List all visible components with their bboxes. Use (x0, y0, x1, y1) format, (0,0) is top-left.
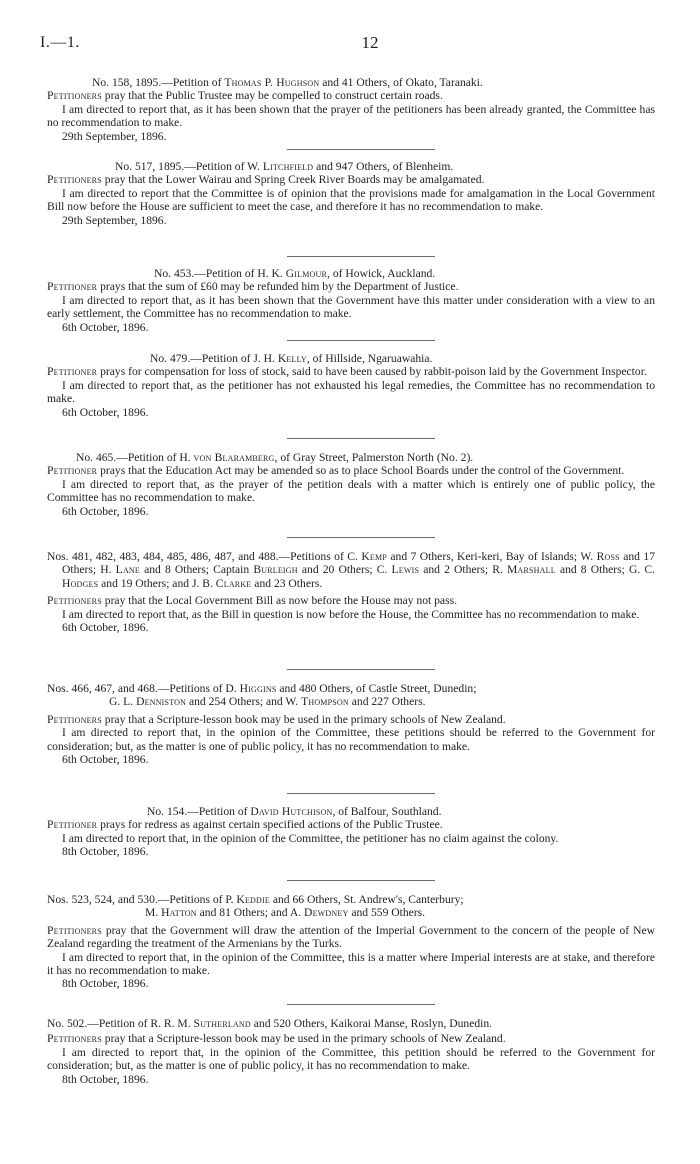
petition-prayer: Petitioners pray that the Local Government Bill as now before the House may not pass. (47, 594, 458, 608)
petition-entry (47, 893, 655, 991)
section-divider (287, 537, 435, 538)
petition-title: No. 465.—Petition of H. von Blaramberg, of Gray Street, Palmerston North (No. 2). (76, 451, 474, 464)
report-date: 8th October, 1896. (62, 1072, 149, 1086)
page-header (40, 33, 660, 62)
section-divider (287, 1004, 435, 1005)
petition-prayer: Petitioners pray that a Scripture-lesson book may be used in the primary schools of New Zealand. (47, 712, 506, 726)
petition-prayer: Petitioners pray that a Scripture-lesson book may be used in the primary schools of New Zealand. (47, 1032, 506, 1046)
section-divider (287, 793, 435, 794)
report-date: 6th October, 1896. (62, 405, 149, 419)
section-divider (287, 880, 435, 881)
report-date: 6th October, 1896. (62, 621, 149, 635)
petition-entry (47, 805, 655, 859)
report-date: 8th October, 1896. (62, 845, 149, 859)
committee-report: I am directed to report that, in the opinion of the Committee, the petitioner has no claim against the colony. (62, 831, 559, 845)
petition-entry (47, 451, 655, 518)
petition-title-continued: M. Hatton and 81 Others; and A. Dewdney and 559 Others. (145, 906, 426, 920)
petition-prayer: Petitioners pray that the Government will draw the attention of the Imperial Government to the concern of the people of New Zealand regarding the treatment of the Armenians by the Turks. (47, 923, 655, 951)
petition-prayer: Petitioners pray that the Public Trustee may be compelled to construct certain roads. (47, 89, 443, 103)
section-divider (287, 669, 435, 670)
section-divider (287, 340, 435, 341)
committee-report: I am directed to report that, as it has been shown that the prayer of the petitioners has been already granted, the Committee has no recommendation to make. (47, 102, 655, 130)
petition-title: No. 517, 1895.—Petition of W. Litchfield and 947 Others, of Blenheim. (115, 160, 454, 173)
petition-prayer: Petitioner prays for redress as against certain specified actions of the Public Trustee. (47, 818, 443, 832)
report-date: 29th September, 1896. (62, 213, 167, 227)
committee-report: I am directed to report that the Committee is of opinion that the provisions made for amalgamation in the Local Government Bill now before the House are sufficient to meet the case, and therefore it has no recommendation to make. (47, 186, 655, 214)
petition-entry (47, 550, 655, 634)
petition-title: No. 158, 1895.—Petition of Thomas P. Hughson and 41 Others, of Okato, Taranaki. (92, 76, 483, 89)
report-date: 6th October, 1896. (62, 753, 149, 767)
report-date: 6th October, 1896. (62, 504, 149, 518)
petition-title: No. 154.—Petition of David Hutchison, of Balfour, Southland. (147, 805, 442, 818)
petition-prayer: Petitioners pray that the Lower Wairau and Spring Creek River Boards may be amalgamated. (47, 173, 485, 187)
committee-report: I am directed to report that, in the opinion of the Committee, these petitions should be referred to the Government for consideration; but, as the matter is one of public policy, it has no recommendation to make. (47, 726, 655, 753)
page-number: 12 (361, 33, 379, 52)
petition-prayer: Petitioner prays that the sum of £60 may be refunded him by the Department of Justice. (47, 280, 459, 294)
section-divider (287, 149, 435, 150)
petition-entry (47, 76, 655, 143)
parliamentary-paper-ref: I.—1. (40, 34, 80, 51)
petition-entry (47, 682, 655, 766)
committee-report: I am directed to report that, as the prayer of the petition deals with a matter which is entirely one of public policy, the Committee has no recommendation to make. (47, 477, 655, 505)
petition-title-continued: G. L. Denniston and 254 Others; and W. Thompson and 227 Others. (109, 695, 426, 709)
petition-entry (47, 1017, 655, 1086)
petition-title: Nos. 523, 524, and 530.—Petitions of P. Keddie and 66 Others, St. Andrew's, Canterbury; (47, 893, 464, 906)
report-date: 8th October, 1896. (62, 977, 149, 991)
petition-entry (47, 267, 655, 334)
committee-report: I am directed to report that, as the Bill in question is now before the House, the Committee has no recommendation to make. (62, 607, 640, 621)
committee-report: I am directed to report that, in the opinion of the Committee, this petition should be referred to the Government for consideration; but, as the matter is one of public policy, it has no recommendation to make. (47, 1045, 655, 1073)
petition-prayer: Petitioner prays for compensation for loss of stock, said to have been caused by rabbit-poison laid by the Government Inspector. (47, 365, 647, 379)
petition-prayer: Petitioner prays that the Education Act may be amended so as to place School Boards under the control of the Government. (47, 464, 625, 478)
petition-title: No. 453.—Petition of H. K. Gilmour, of Howick, Auckland. (154, 267, 436, 280)
petition-title: Nos. 466, 467, and 468.—Petitions of D. Higgins and 480 Others, of Castle Street, Dunedin; (47, 682, 477, 695)
committee-report: I am directed to report that, in the opinion of the Committee, this is a matter where Imperial interests are at stake, and therefore it has no recommendation to make. (47, 950, 655, 978)
committee-report: I am directed to report that, as it has been shown that the Government have this matter under consideration with a view to an early settlement, the Committee has no recommendation to make. (47, 293, 655, 321)
petition-title: No. 502.—Petition of R. R. M. Sutherland and 520 Others, Kaikorai Manse, Roslyn, Dunedin. (47, 1017, 493, 1030)
committee-report: I am directed to report that, as the petitioner has not exhausted his legal remedies, the Committee has no recommendation to make. (47, 378, 655, 406)
petition-title: Nos. 481, 482, 483, 484, 485, 486, 487, and 488.—Petitions of C. Kemp and 7 Others, Keri-keri, Bay of Islands; W. Ross and 17 Others; H. Lane and 8 Others; Captain Burleigh and 20 Others; C. Lewis and 2 Others; R. Marshall and 8 Others; G. C. Hodges and 19 Others; and J. B. Clarke and 23 Others. (47, 550, 656, 590)
petition-title: No. 479.—Petition of J. H. Kelly, of Hillside, Ngaruawahia. (150, 352, 433, 365)
section-divider (287, 256, 435, 257)
petition-entry (47, 160, 655, 227)
report-date: 6th October, 1896. (62, 320, 149, 334)
petition-entry (47, 352, 655, 419)
report-date: 29th September, 1896. (62, 129, 167, 143)
section-divider (287, 438, 435, 439)
